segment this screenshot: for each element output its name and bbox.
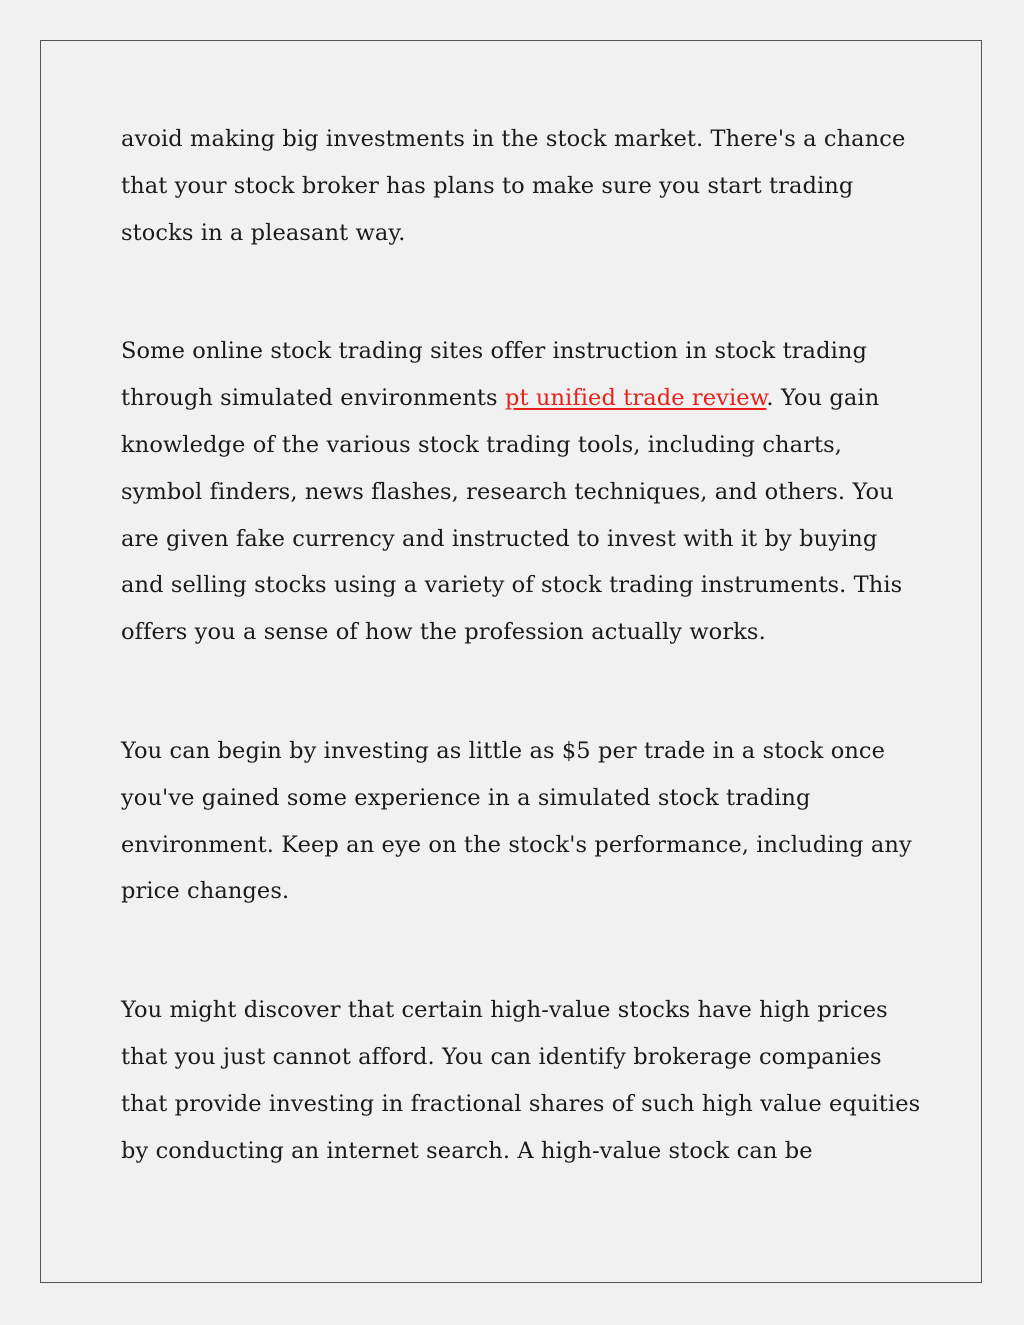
pt-unified-trade-review-link[interactable]: pt unified trade review (504, 385, 767, 412)
document-body (121, 116, 921, 1246)
paragraph-1: avoid making big investments in the stock market. There's a chance that your stock broker has plans to make sure you start trading stocks in a pleasant way. (121, 126, 906, 246)
paragraph-2 (121, 328, 921, 656)
paragraph-2-text-before-link: Some online stock trading sites offer instruction in stock trading through simulated environments (121, 338, 867, 412)
paragraph-3: You can begin by investing as little as $5 per trade in a stock once you've gained some experience in a simulated stock trading environment. Keep an eye on the stock's performance, including any price changes. (121, 737, 912, 905)
paragraph-4: You might discover that certain high-value stocks have high prices that you just cannot afford. You can identify brokerage companies that provide investing in fractional shares of such high value equities by conducting an internet search. A high-value stock can be (121, 997, 921, 1164)
paragraph-2-text-after-link: . You gain knowledge of the various stock trading tools, including charts, symbol finders, news flashes, research techniques, and others. You are given fake currency and instructed to invest with it by buying and selling stocks using a variety of stock trading instruments. This offers you a sense of how the profession actually works. (121, 385, 903, 646)
document-page (40, 40, 982, 1283)
